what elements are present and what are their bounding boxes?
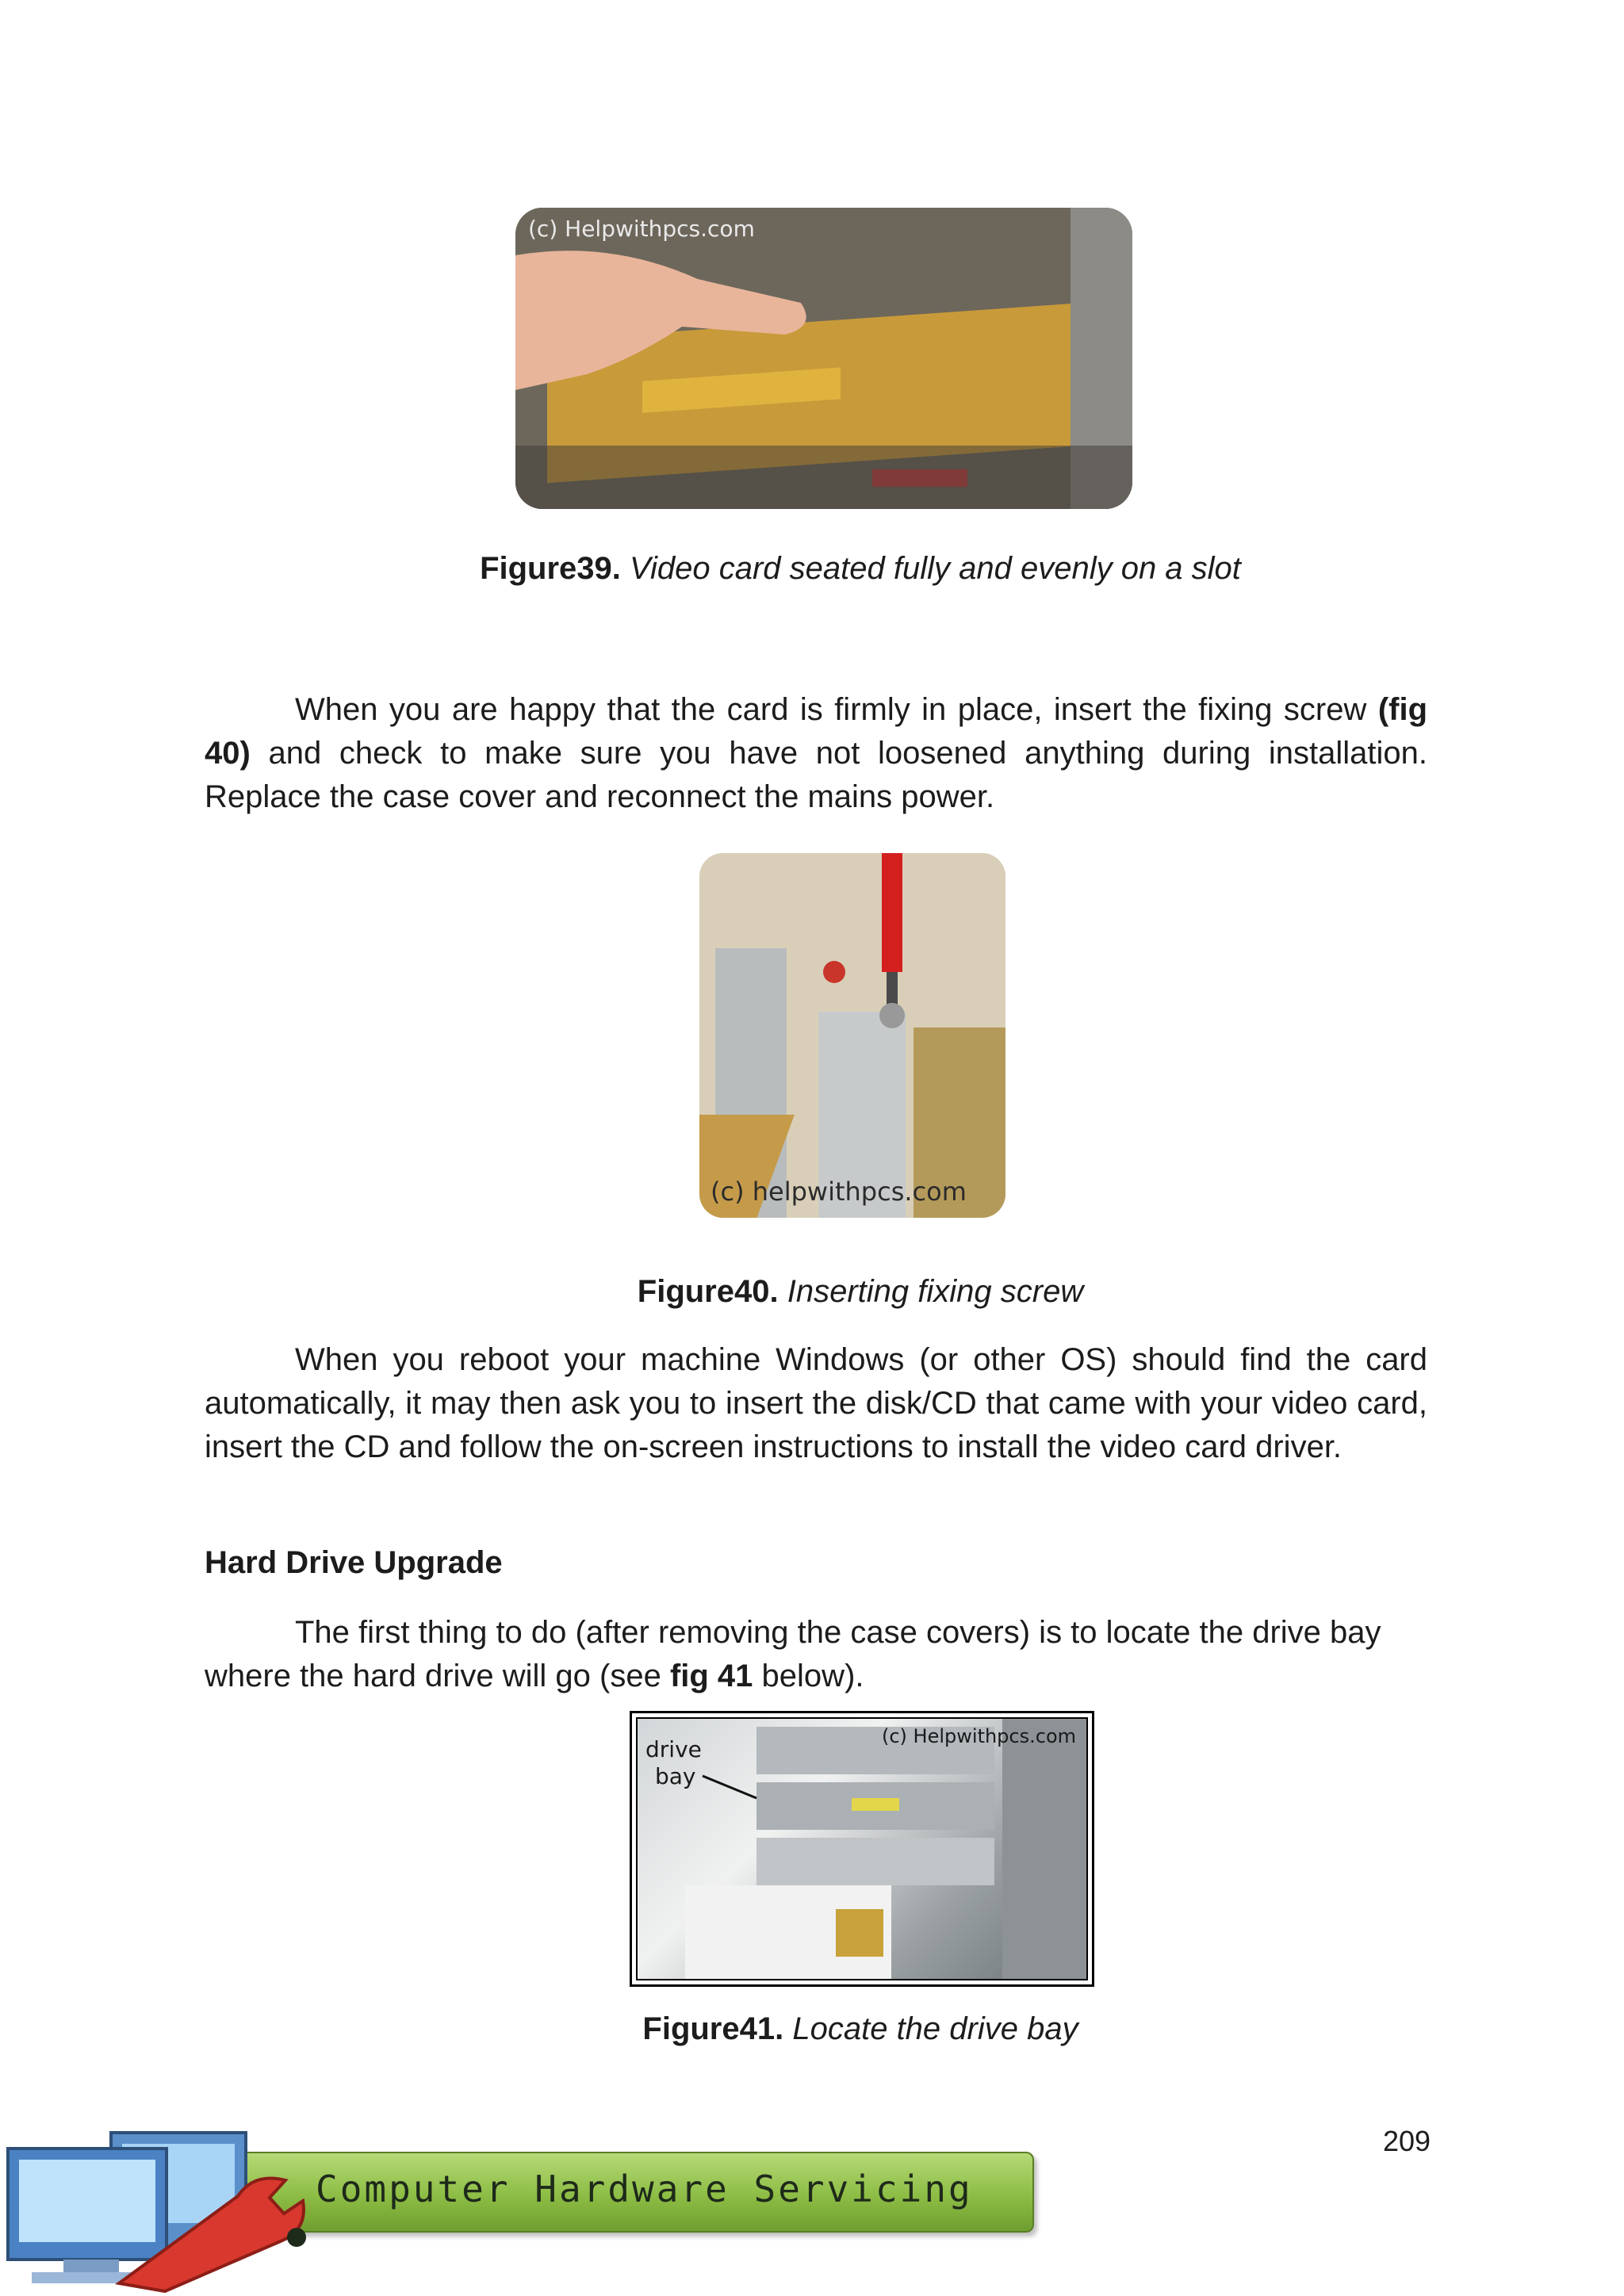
figure-39-caption <box>0 549 1624 588</box>
paragraph-text: When you are happy that the card is firmly in place, insert the fixing screw <box>295 692 1378 727</box>
page-number: 209 <box>1383 2125 1431 2157</box>
figure-40-watermark: (c) helpwithpcs.com <box>710 1177 967 1207</box>
paragraph-drive-bay <box>205 1611 1427 1698</box>
paragraph-text: below). <box>753 1659 864 1693</box>
figure-41-caption <box>0 2009 1624 2049</box>
figure-40-caption-label: Figure40. <box>637 1274 779 1309</box>
paragraph-text: and check to make sure you have not loosened anything during installation. Replace the case cover and reconnect the mains power. <box>205 736 1427 814</box>
figure-41-caption-label: Figure41. <box>642 2011 784 2046</box>
figure-41-caption-text: Locate the drive bay <box>792 2011 1078 2046</box>
section-heading: Hard Drive Upgrade <box>205 1545 503 1580</box>
drive-bay-photo <box>636 1717 1088 1980</box>
figure-41-label-bay: bay <box>655 1763 696 1789</box>
paragraph-fixing-screw <box>205 688 1427 819</box>
figure-39-watermark: (c) Helpwithpcs.com <box>528 216 755 242</box>
figure-39-caption-text: Video card seated fully and evenly on a slot <box>630 551 1241 586</box>
fixing-screw-photo <box>699 853 1005 1218</box>
figure-40-image <box>699 853 1005 1218</box>
figure-40-caption <box>0 1272 1624 1311</box>
paragraph-bold-ref: (fig 40) <box>205 692 1427 771</box>
figure-41-label-drive: drive <box>645 1736 702 1762</box>
video-card-photo <box>515 208 1132 509</box>
paragraph-bold-ref: fig 41 <box>669 1659 753 1693</box>
computer-wrench-icon <box>0 2125 333 2296</box>
paragraph-reboot: When you reboot your machine Windows (or other OS) should find the card automatically, it may then ask you to insert the disk/CD that came with your video card, insert the CD and follow the on-screen instructions to install the video card driver. <box>205 1342 1427 1464</box>
figure-39-caption-label: Figure39. <box>480 551 621 586</box>
figure-39-image <box>515 208 1132 509</box>
footer-title: Computer Hardware Servicing <box>316 2168 973 2210</box>
figure-41-watermark: (c) Helpwithpcs.com <box>882 1725 1077 1747</box>
drive-bay-drawing <box>638 1719 1088 1980</box>
figure-41-image <box>630 1711 1094 1987</box>
paragraph-text: The first thing to do (after removing the case covers) is to locate the drive bay where the hard drive will go (see <box>205 1615 1381 1693</box>
figure-40-caption-text: Inserting fixing screw <box>787 1274 1084 1309</box>
